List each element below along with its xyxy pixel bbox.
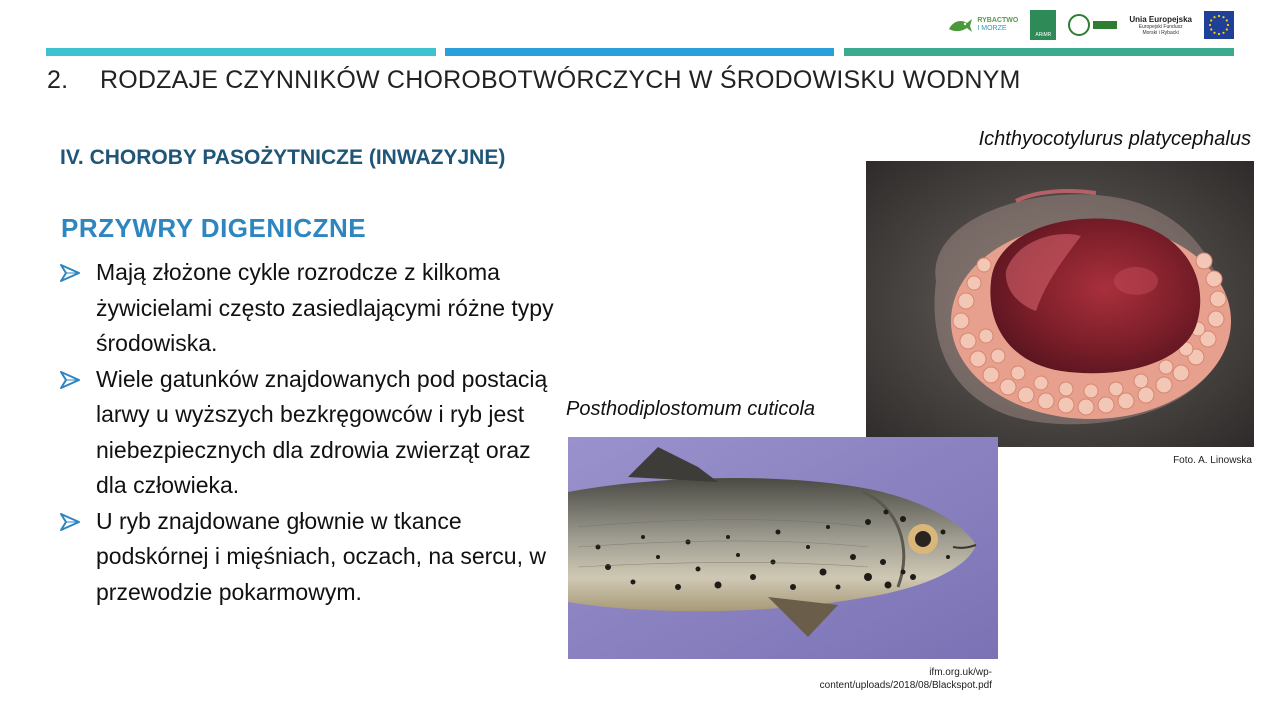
logo-strip — [947, 8, 1234, 42]
arrow-bullet-icon — [60, 513, 80, 531]
eu-text-logo — [1129, 15, 1192, 36]
arrow-bullet-icon — [60, 264, 80, 282]
bullet-text: U ryb znajdowane głownie w tkance podskórnej i mięśniach, oczach, na sercu, w przewodzie pokarmowym. — [96, 507, 546, 605]
header-stripe-3 — [844, 48, 1234, 56]
rybactwo-logo-line2: I MORZE — [977, 25, 1007, 32]
slide-title — [47, 66, 1021, 95]
bullet-item — [60, 362, 560, 504]
eu-logo-sub2: Morski i Rybacki — [1142, 29, 1179, 36]
bullet-item — [60, 504, 560, 611]
slide-title-number: 2. — [47, 66, 69, 94]
program-bar-icon — [1093, 21, 1117, 29]
blackspot-fish-illustration — [568, 437, 998, 659]
bullet-text: Wiele gatunków znajdowanych pod postacią larwy u wyższych bezkręgowców i ryb jest niebezpiecznych dla zdrowia zwierząt oraz dla człowieka. — [96, 365, 548, 498]
blackspot-fish-photo — [568, 437, 998, 659]
header-stripe-1 — [46, 48, 436, 56]
parasite-heart-illustration — [866, 161, 1254, 447]
program-circle-icon — [1068, 14, 1090, 36]
eu-flag-icon — [1204, 11, 1234, 39]
rybactwo-logo-line1: RYBACTWO — [977, 17, 1019, 24]
parasite-heart-photo — [866, 161, 1254, 447]
rybactwo-logo — [947, 15, 1018, 35]
figure2-credit-line2: content/uploads/2018/08/Blackspot.pdf — [819, 680, 992, 691]
eu-logo-title: Unia Europejska — [1129, 14, 1192, 24]
arimr-logo — [1030, 10, 1056, 40]
figure1-credit: Foto. A. Linowska — [1173, 455, 1252, 466]
subheading: IV. CHOROBY PASOŻYTNICZE (INWAZYJNE) — [60, 146, 506, 169]
bullet-list — [60, 255, 560, 610]
fish-logo-icon — [947, 15, 973, 35]
section-title: PRZYWRY DIGENICZNE — [61, 213, 367, 243]
arrow-bullet-icon — [60, 371, 80, 389]
figure2-credit — [820, 666, 992, 692]
figure2-caption: Posthodiplostomum cuticola — [566, 398, 816, 420]
eu-logo-sub1: Europejski Fundusz — [1138, 23, 1183, 30]
header-stripe-2 — [445, 48, 834, 56]
bullet-text: Mają złożone cykle rozrodcze z kilkoma żywicielami często zasiedlającymi różne typy środowiska. — [96, 259, 554, 356]
figure2-credit-line1: ifm.org.uk/wp- — [929, 667, 992, 678]
bullet-item — [60, 255, 560, 362]
figure1-caption: Ichthyocotylurus platycephalus — [978, 128, 1251, 150]
program-logo — [1068, 14, 1117, 36]
slide-title-text: RODZAJE CZYNNIKÓW CHOROBOTWÓRCZYCH W ŚRODOWISKU WODNYM — [100, 66, 1021, 94]
arimr-logo-text: ARiMR — [1035, 32, 1052, 38]
